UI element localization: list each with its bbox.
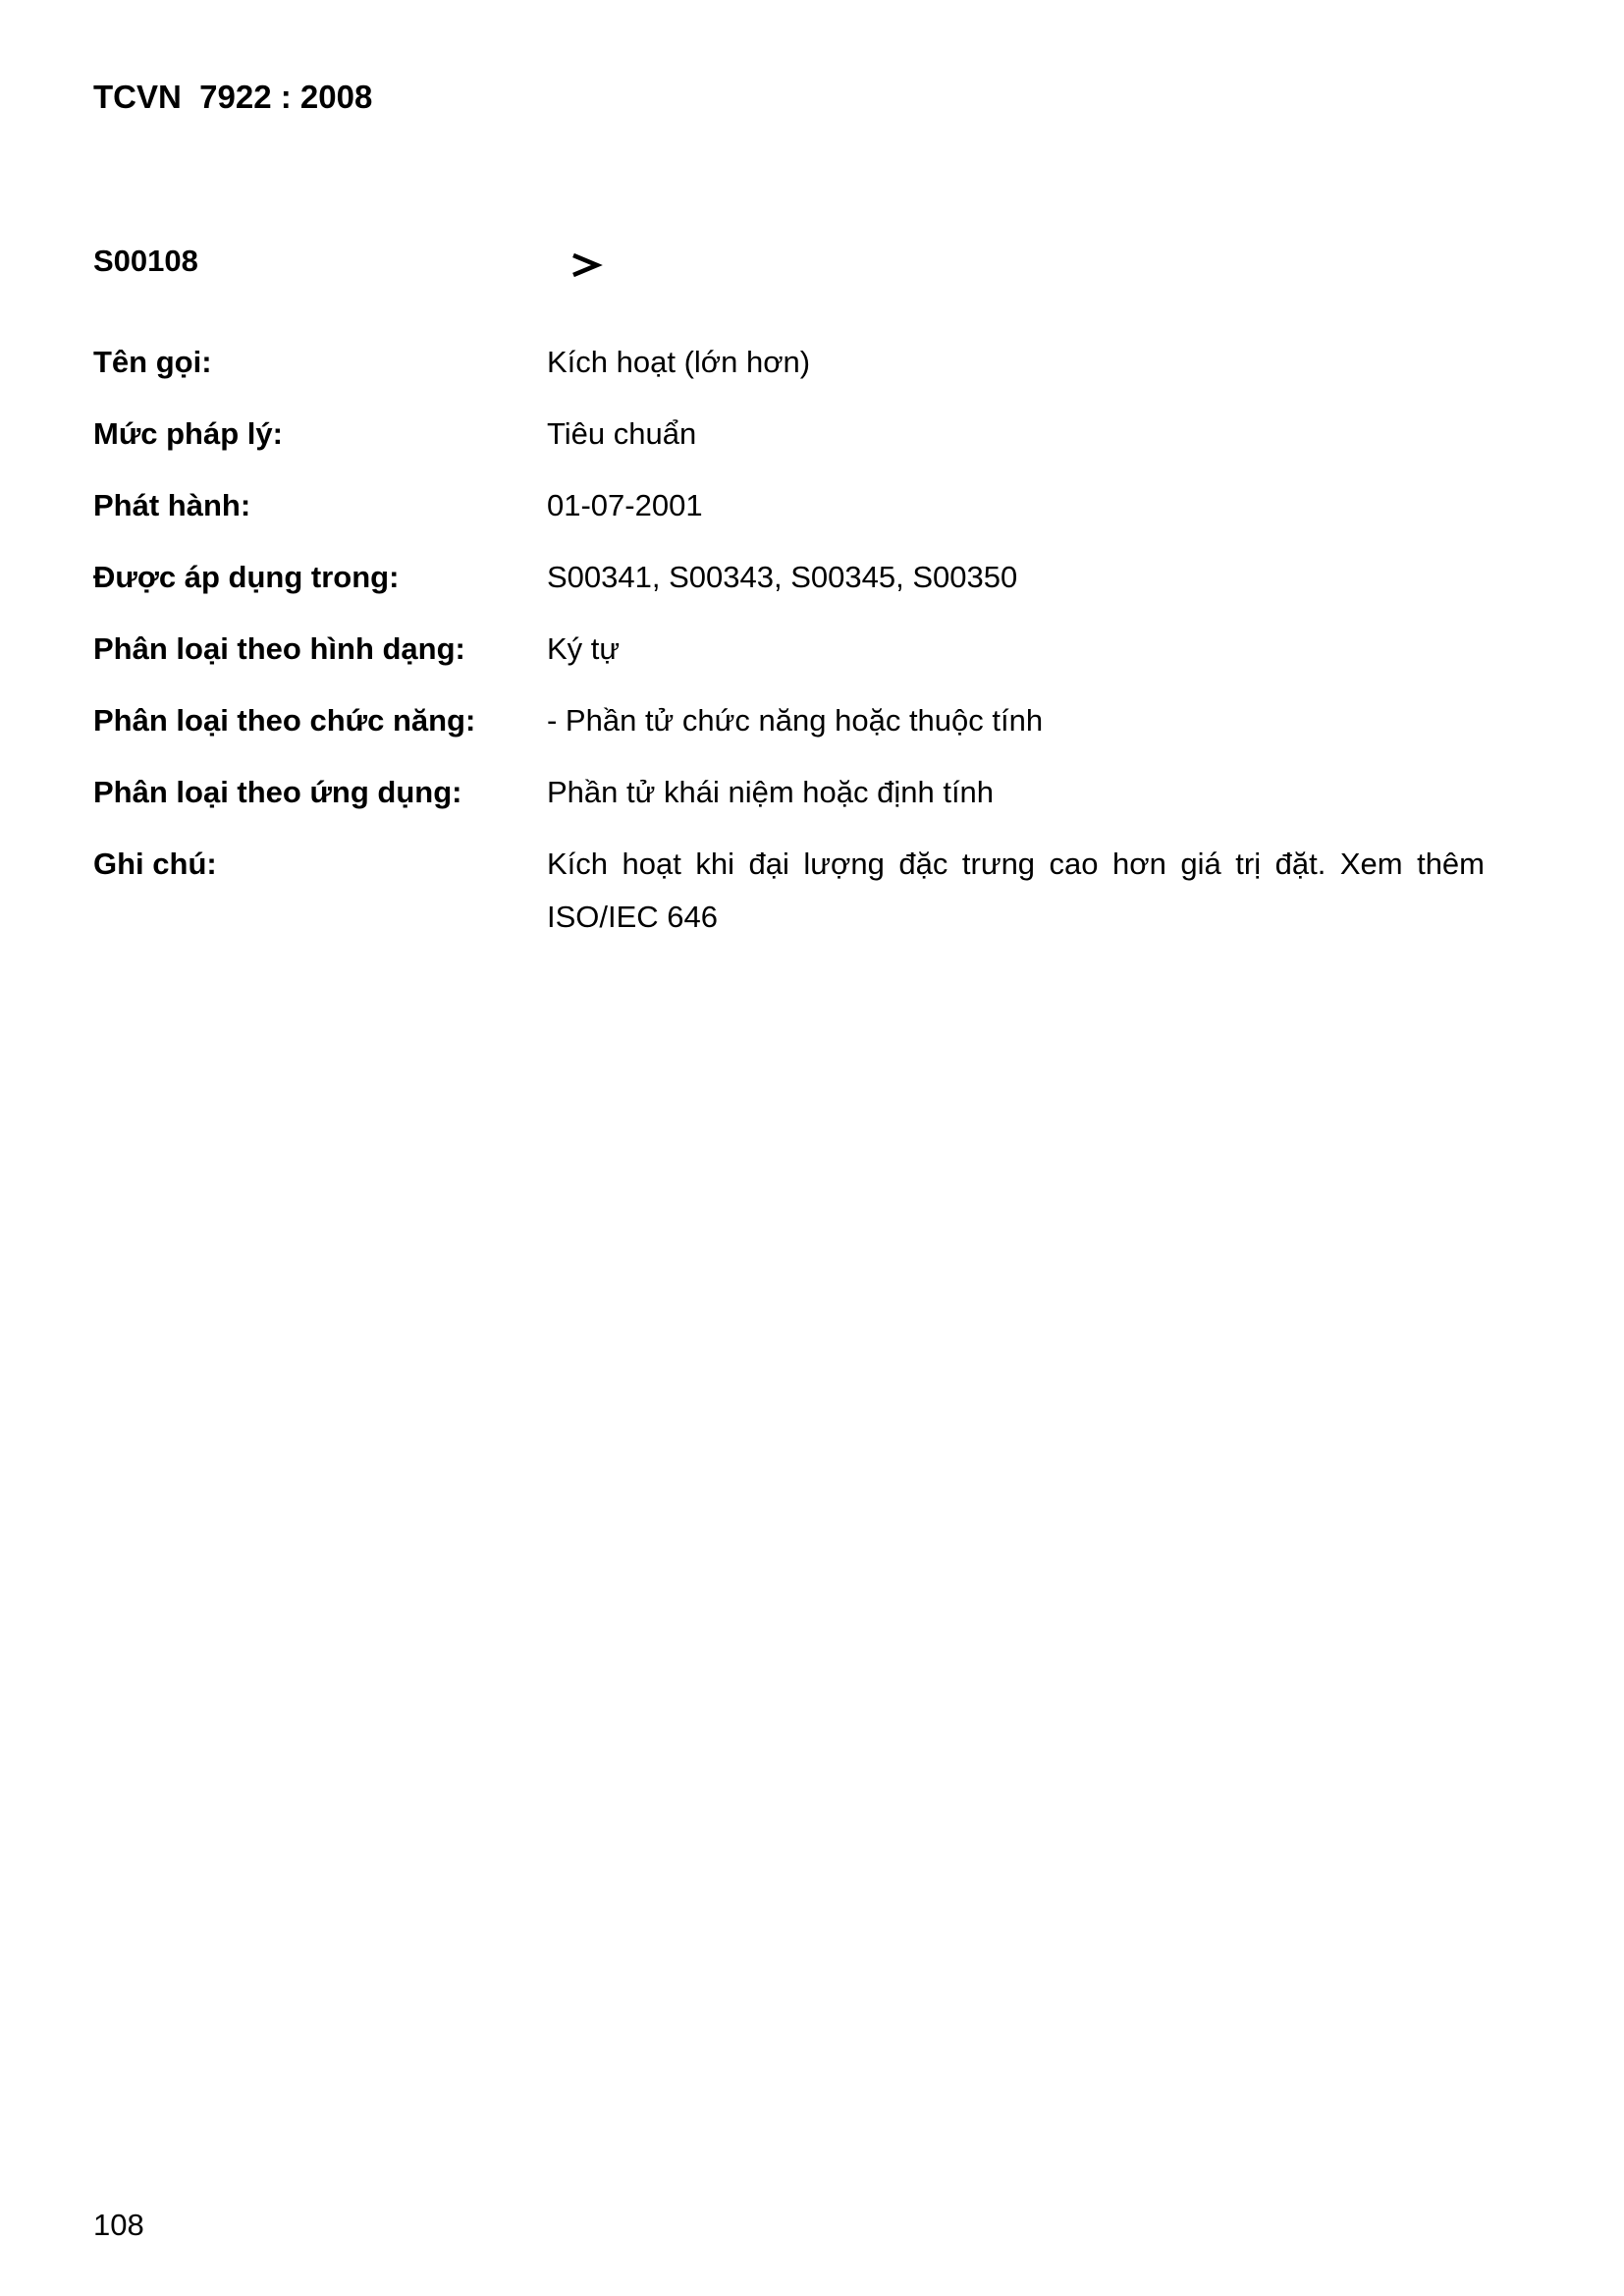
field-value: Kích hoạt (lớn hơn): [547, 345, 811, 379]
field-label: Tên gọi:: [93, 345, 212, 379]
field-value: 01-07-2001: [547, 488, 703, 522]
field-label: Ghi chú:: [93, 847, 217, 881]
field-label: Phát hành:: [93, 488, 251, 522]
field-row-legal-level: [93, 408, 1488, 461]
field-value: Ký tự: [547, 631, 621, 666]
symbol-id: S00108: [93, 244, 198, 278]
field-value: - Phần tử chức năng hoặc thuộc tính: [547, 703, 1044, 738]
field-row-name: [93, 336, 1488, 389]
field-label: Được áp dụng trong:: [93, 560, 400, 594]
document-code: TCVN 7922 : 2008: [93, 79, 373, 115]
field-row-note: [93, 838, 1488, 944]
field-label: Phân loại theo chức năng:: [93, 703, 476, 738]
page-number: 108: [93, 2208, 144, 2242]
field-value: S00341, S00343, S00345, S00350: [547, 560, 1018, 594]
field-value: Tiêu chuẩn: [547, 416, 697, 451]
field-row-applied-in: [93, 551, 1488, 604]
field-label: Phân loại theo hình dạng:: [93, 631, 465, 666]
field-row-shape-class: [93, 623, 1488, 676]
greater-than-icon: [569, 248, 603, 282]
field-row-function-class: [93, 694, 1488, 747]
field-row-application-class: [93, 766, 1488, 819]
field-value: Phần tử khái niệm hoặc định tính: [547, 775, 995, 809]
field-label: Phân loại theo ứng dụng:: [93, 775, 462, 809]
field-row-release: [93, 479, 1488, 532]
field-label: Mức pháp lý:: [93, 416, 283, 451]
field-value: Kích hoạt khi đại lượng đặc trưng cao hơn giá trị đặt. Xem thêm ISO/IEC 646: [547, 847, 1485, 934]
